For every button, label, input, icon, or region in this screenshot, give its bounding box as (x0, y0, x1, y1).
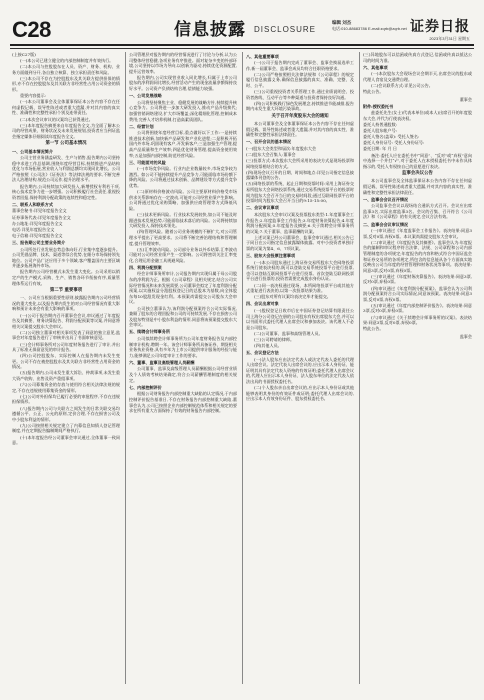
column-divider (125, 52, 126, 684)
column-divider (359, 52, 360, 684)
page-number: C28 (12, 17, 51, 42)
paragraph: (二)股东大会召集人:董事会 (246, 152, 296, 157)
paragraph: 委托人身份证号: 受托人身份证号: (363, 140, 425, 146)
paragraph: (二)公司严格按照相关法律法规和《公司章程》的规定履行信息披露义务,确保信息披露的真实、准确、完整、及时、公平。 (246, 71, 354, 88)
paragraph: (三)技术更新风险。行业技术发展较快,如公司不能及时跟进技术发展趋势,可能面临技术落后的风险。公司将持续加大研发投入,保持技术领先。 (129, 212, 237, 229)
paragraph: (二)审议通过《年度报告及其摘要》。监事会认为:年度报告的编制和审议程序符合法律、法规、公司章程和公司内部管理制度的各项规定;年度报告的内容和格式符合中国证监会和证券交易所的各项规定,所包含的信息能从各个方面真实地反映出公司当年度的经营管理和财务状况等事项。表决结果:同意3票,反对0票,弃权0票。 (363, 239, 472, 273)
masthead-rule-thin (10, 48, 474, 49)
paragraph: (四)公司控股股东、实际控制人在报告期内未发生变更。公司不存在被控股股东及其关联方非经营性占用资金的情况。 (12, 353, 120, 370)
section-heading: 三、可能面对的风险 (129, 159, 166, 165)
paragraph: 董事会 (459, 96, 472, 102)
paragraph: (五)汇率波动风险。公司部分业务以外币结算,汇率波动可能对公司经营业绩产生一定影响。公司将密切关注汇率变化,合理运用金融工具规避风险。 (129, 246, 237, 263)
section-heading: 六、其他事项 (363, 64, 388, 70)
text-column-3 (246, 52, 354, 684)
section-heading: 附件:授权委托书 (363, 103, 394, 109)
paragraph: 本次股东大会审议议案及投票股东类型:1.年度董事会工作报告;2.年度监事会工作报告;3.年度财务决算报告;4.年度利润分配预案;5.年度报告及摘要;6.关于续聘会计师事务所的议案;7.关于董事、监事薪酬的议案。 (246, 211, 354, 234)
paragraph: 委托人签名(盖章): 受托人签名: (363, 134, 420, 140)
contact-info: 电话:010-88683786 E-mail:zqrb@zqrb.net (332, 26, 407, 31)
paragraph: (一)公司于报告期内召开董事会会议,审议通过了年度报告及其摘要、财务决算报告、利润分配预案等议案,并同意将相关议案提交股东大会审议。 (12, 312, 120, 329)
section-heading: 第一节 公司基本情况 (45, 141, 87, 147)
paragraph: 报告期内,公司持续加大研发投入,新增授权专利若干项,核心技术竞争力进一步增强。公司积极履行社会责任,重视投资者回报,保持利润分配政策的连续性和稳定性。 (12, 183, 120, 200)
paragraph: (六)公司募集资金的存放与使用符合相关法律法规的规定,不存在违规使用募集资金的情形。 (12, 382, 120, 393)
paragraph: 报告期内,公司实现营业收入同比增长,归属于上市公司股东的净利润同比增长,经营活动产生的现金流量净额保持良好水平。公司资产负债结构合理,偿债能力较强。 (129, 74, 237, 92)
paragraph: 重要内容提示: (20, 93, 46, 99)
paragraph: (二)个人股东亲自出席会议的,应出示本人身份证或其他能够表明其身份的有效证件或证明;委托代理人出席会议的,应出示本人有效身份证件、股东授权委托书。 (246, 385, 354, 402)
paragraph: 证券事务代表:详见年度报告全文 (12, 214, 71, 220)
issue-date: 2023年3月31日 星期五 (429, 36, 470, 41)
paragraph: 办公地址:详见年度报告全文 (12, 220, 63, 226)
paragraph: 委托人持普通股数: (363, 122, 398, 128)
paragraph: 公司管理层对报告期内的经营情况进行了讨论与分析,认为公司整体经营稳健,各项业务有序推进。面对复杂多变的外部环境,公司坚持以市场为导向,以创新为驱动,持续优化资源配置,提升运营效率。 (129, 52, 237, 74)
section-heading: 二、监事会会议审议情况 (363, 221, 409, 227)
paragraph: 公司将坚持聚焦主业、稳健发展的战略方针,持续提升核心竞争力。公司将进一步加大研发投入,推动产品升级换代;加强营销网络建设,扩大市场覆盖;深化精细化管理,控制成本费用;完善人才培养机制,打造高素质团队。 (129, 99, 237, 122)
section-heading: 五、会议登记方法 (246, 350, 279, 356)
paragraph: (三)公司重视投资者关系管理工作,通过业绩说明会、投资者热线、互动平台等多种渠道与投资者保持良好沟通。 (246, 89, 354, 100)
section-heading: 二、会议审议事项 (246, 205, 279, 211)
paragraph: (一)法人股东应由法定代表人或法定代表人委托的代理人出席会议。法定代表人出席会议的,应出示本人身份证、能证明其具有法定代表人资格的有效证明;委托代理人出席会议的,代理人应出示本人身份证、法人股东单位的法定代表人依法出具的书面授权委托书。 (246, 356, 354, 385)
paragraph: (三)公司聘请的律师。 (254, 336, 295, 342)
paragraph: (二)原材料价格波动风险。公司主要原材料价格受市场供求关系影响存在一定波动,可能对公司经营业绩产生影响。公司将通过优化采购策略、加强供应商管理等方式降低风险。 (129, 189, 237, 211)
paragraph: 公司拟续聘会计师事务所为公司年度财务报告及内部控制审计机构,聘期一年。该会计师事务所具备证券、期货相关业务执业资格,具有多年为上市公司提供审计服务的经验与能力,能够满足公司年度审计工作的要求。 (129, 336, 237, 358)
column-divider (242, 52, 243, 684)
paragraph: 本公司董事会及全体董事保证本公告内容不存在任何虚假记载、误导性陈述或者重大遗漏,并对其内容的真实性、准确性和完整性承担法律责任。 (246, 121, 354, 138)
paragraph: (四)公司积极践行绿色发展理念,持续推进节能减排,报告期内未发生重大环境污染事故。 (246, 100, 354, 112)
section-heading: 关于召开年度股东大会的通知 (271, 113, 329, 119)
paragraph: (二)会议联系方式:详见公司公告。 (371, 82, 433, 88)
paragraph: 特此公告。 (363, 326, 384, 332)
paragraph: 公司将围绕年度经营目标,重点做好以下工作:一是持续推进技术创新,加快新产品研发和产业化进程;二是积极开拓国内外市场,巩固现有客户,开发新客户;三是加强生产管理,提高产品质量和生产效率;四是优化财务管理,提高资金使用效率;五是加强内部控制,防范经营风险。 (129, 130, 237, 158)
paragraph: (三)本公司不存在为控股股东及其关联方提供担保的情形,亦不存在控股股东及其关联方非经营性占用公司资金的情形。 (12, 75, 120, 93)
section-heading: 第二节 重要事项 (49, 288, 83, 294)
section-heading: 四、利润分配预案 (129, 264, 162, 270)
paragraph: 董事会秘书:详见年度报告全文 (12, 208, 67, 214)
section-heading: 七、内部控制评价 (129, 384, 162, 390)
paragraph: (二)本公司与控股股东在人员、资产、财务、机构、业务方面做到分开,各自独立核算、独立承担责任和风险。 (12, 64, 120, 75)
paragraph: (三)会计师事务所对公司年度财务报告进行了审计,并出具了标准无保留意见的审计报告。 (12, 341, 120, 353)
section-title-english: DISCLOSURE (254, 25, 317, 34)
paragraph: (十)本年度报告经公司董事会审议通过,全体董事一致同意。 (12, 434, 120, 446)
paragraph: (四)管理风险。随着公司业务规模的不断扩大,对公司管理水平提出了更高要求。公司将不断完善治理结构和管理制度,提升管理效率。 (129, 229, 237, 246)
section-heading: 三、报告期公司主要业务简介 (12, 239, 66, 245)
paragraph: (上接C27版) (12, 52, 36, 57)
paragraph: 委托日期: 年 月 日 (363, 146, 397, 152)
paragraph: (三)异地股东可以信函或传真方式登记,信函或传真以抵达公司的时间为准。 (363, 52, 472, 63)
paragraph: (一)本公司已建立健全的内部控制制度并有效执行。 (20, 58, 114, 64)
paragraph: (四)其他人员。 (254, 343, 282, 348)
paragraph: (二)同一表决权通过现场、本所网络投票平台或其他方式重复进行表决的,以第一次投票结果为准。 (246, 282, 354, 294)
section-heading: 一、召开会议的基本情况 (246, 139, 292, 145)
paragraph: (一)审议通过《年度监事会工作报告》。表决结果:同意3票,反对0票,弃权0票。本议案尚需提交股东大会审议。 (363, 228, 472, 239)
masthead-rule (10, 44, 474, 46)
section-title: 信息披露 (174, 20, 246, 40)
text-column-1 (12, 52, 120, 684)
section-heading: 三、股东大会投票注意事项 (246, 253, 296, 259)
paragraph: 报告期内公司经营模式未发生重大变化。公司采用以销定产的生产模式,采购、生产、销售各环节衔接有序,质量管理体系运行有效。 (12, 269, 120, 286)
section-heading: 二、联系人和联系方式 (12, 201, 53, 207)
newspaper-logo: 证券日报 (410, 19, 470, 35)
section-heading: 四、会议出席对象 (246, 301, 279, 307)
paragraph: (二)公司独立董事对相关事项发表了同意的独立意见,监事会对年度报告进行了审核并出具了书面审核意见。 (12, 329, 120, 341)
paragraph: (三)审议通过《年度财务决算报告》。表决结果:同意3票,反对0票,弃权0票。 (363, 273, 472, 285)
paragraph: (一)市场竞争风险。行业内企业数量较多,市场竞争较为激烈。如公司不能持续提升产品竞争力,可能面临市场份额下降的风险。公司将通过技术创新、品牌建设等方式提升竞争优势。 (129, 166, 237, 189)
paragraph: (四)审议通过《年度利润分配预案》。监事会认为公司利润分配预案符合公司实际情况,同意该预案。表决结果:同意3票,反对0票,弃权0票。 (363, 285, 472, 302)
section-heading: 六、董事、监事及高级管理人员薪酬 (129, 359, 195, 365)
masthead (10, 18, 474, 44)
paragraph: (一)本公司董事会及全体董事保证本公告内容不存在任何虚假记载、误导性陈述或者重大遗漏,并对其内容的真实性、准确性和完整性承担个别及连带责任。 (12, 99, 120, 116)
paragraph: 公司主营业务涵盖研发、生产与销售,报告期内公司坚持稳中求进工作总基调,围绕年度经营目标,持续推进产品结构优化与市场拓展,营业收入与利润总额均实现同比增长。公司严格按照《公司法》《证券法》等法律法规的要求,不断完善法人治理结构,规范公司运作,提升治理水平。 (12, 155, 120, 183)
text-column-4 (363, 52, 472, 684)
paragraph: (九)公司按照相关规定建立了内幕信息知情人登记管理制度,并在定期报告编制期间严格执行。 (12, 422, 120, 434)
section-heading: 一、公司基本情况简介 (12, 148, 53, 154)
paragraph: (一)公司于报告期内完成了董事会、监事会换届选举工作,新一届董事会、监事会成员均符合任职资格要求。 (246, 60, 354, 71)
paragraph: (一)股东大会类型和届次:年度股东大会 (246, 145, 317, 151)
paragraph: (五)网络投票的系统、起止日期和投票时间:采用上海证券交易所股东大会网络投票系统,通过交易系统投票平台的投票时间为股东大会召开当日的交易时间段;通过互联网投票平台的投票时间为股东大会召开当日的9:15-15:00。 (246, 181, 354, 204)
paragraph: (八)报告期内公司与关联方之间发生的日常关联交易均遵循公平、公正、公允的原则,定价合理,不存在损害公司及中小股东利益的情形。 (12, 405, 120, 422)
paragraph: 公司董事、监事及高级管理人员薪酬根据公司经营业绩及个人绩效考核结果确定,符合公司薪酬管理制度的相关规定。 (129, 366, 237, 383)
paragraph: (六)审议通过《关于续聘会计师事务所的议案》。表决结果:同意3票,反对0票,弃权0票。 (363, 314, 472, 326)
paragraph: 备注:委托人应在委托书中“同意”、“反对”或“弃权”意向中选择一个并打“√”,对于委托人在本授权委托书中未作具体指示的,受托人有权按自己的意愿进行表决。 (363, 152, 472, 169)
paragraph: 公司所处行业发展态势总体向好,行业集中度逐步提升。公司凭借品牌、技术、渠道等综合优势,在细分市场保持领先地位。公司产品广泛应用于多个领域,客户覆盖国内主要区域并逐步拓展海外市场。 (12, 246, 120, 269)
paragraph: 兹委托先生(女士)代表本单位(或本人)出席召开的年度股东大会,并代为行使表决权。 (363, 110, 472, 121)
section-heading: 一、公司发展战略 (129, 93, 162, 99)
paragraph: 电子信箱:详见年度报告全文 (12, 232, 63, 238)
paragraph: 监事会 (459, 333, 472, 339)
paragraph: 电话:详见年度报告全文 (12, 226, 55, 232)
paragraph: 特此公告。 (363, 89, 384, 95)
paragraph: 委托人股东帐户号: (363, 128, 398, 134)
paragraph: (一)本公司股东通过上海证券交易所股东大会网络投票系统行使表决权的,既可以登陆交易系统投票平台进行投票,也可以登陆互联网投票平台进行投票。首次登陆互联网投票平台进行投票的,投资者需要完成股东身份认证。 (246, 259, 354, 282)
paragraph: 公司独立董事认为,该利润分配预案符合公司实际情况,兼顾了股东的合理回报和公司的可持续发展,不存在损害公司及股东特别是中小股东利益的情形,同意将该预案提交股东大会审议。 (129, 305, 237, 328)
text-column-2 (129, 52, 237, 684)
section-heading: 五、续聘会计师事务所 (129, 329, 170, 335)
paragraph: (四)现场会议召开的日期、时间和地点:详见公司指定信息披露媒体刊登的公告。 (246, 169, 354, 181)
section-heading: 监事会决议公告 (402, 171, 433, 177)
section-heading: 八、其他重要事项 (246, 53, 279, 59)
editor: 编辑 刘杰 (332, 20, 352, 25)
paragraph: 本公司监事会及全体监事保证本公告内容不存在任何虚假记载、误导性陈述或者重大遗漏,并对其内容的真实性、准确性和完整性承担法律责任。 (363, 178, 472, 195)
paragraph: (三)本年度报告摘要来自年度报告全文,为全面了解本公司的经营成果、财务状况及未来发展规划,投资者应当到证监会指定媒体仔细阅读年度报告全文。 (12, 122, 120, 139)
paragraph: (三)股东对所有议案均表决完毕才能提交。 (254, 294, 331, 300)
section-heading: 一、监事会会议召开情况 (363, 196, 409, 202)
paragraph: (五)审议通过《年度内部控制评价报告》。表决结果:同意3票,反对0票,弃权0票。 (363, 302, 472, 314)
paragraph: (一)本次股东大会现场会议会期半天,出席会议的股东或代理人食宿及交通费自理。 (363, 71, 472, 82)
paragraph: 经会计师事务所审计,公司报告期内实现归属于母公司股东的净利润为正。根据《公司章程》及相关规定,结合公司实际经营情况和未来发展需要,公司董事会拟定了年度利润分配预案,以实施权益分派股权登记日的总股本为基数,向全体股东每10股派发现金红利。本预案尚需提交公司股东大会审议。 (129, 271, 237, 305)
paragraph: (七)公司对外担保均已履行必要的审批程序,不存在违规担保情形。 (12, 393, 120, 405)
paragraph: (五)报告期内,公司未发生重大诉讼、仲裁事项,未发生重大资产收购、出售及资产重组事项。 (12, 370, 120, 382)
paragraph: (三)投票方式:本次股东大会所采用的表决方式是现场投票和网络投票相结合的方式。 (246, 158, 354, 169)
paragraph: 公司监事会会议以现场结合通讯方式召开。会议应出席监事3名,实际出席监事3名。会议的召集、召开符合《公司法》和《公司章程》的有关规定,会议合法有效。 (363, 203, 472, 220)
paragraph: (一)股权登记日收市后在中国证券登记结算有限责任公司上海分公司登记在册的公司股东有权出席股东大会,并可以以书面形式委托代理人出席会议和参加表决。该代理人不必是公司股东。 (246, 307, 354, 330)
section-heading: 二、经营计划 (129, 123, 154, 129)
paragraph: 根据公司财务报告内部控制重大缺陷的认定情况,于内部控制评价报告基准日,不存在财务报告内部控制重大缺陷,董事会认为,公司已按照企业内部控制规范体系和相关规定的要求在所有重大方面保持了有效的财务报告内部控制。 (129, 391, 237, 414)
paragraph: 上述议案已经公司董事会、监事会审议通过,相关公告已于同日在公司指定信息披露媒体披露。对中小投资者单独计票的议案为第4、6、7项议案。 (246, 234, 354, 251)
paragraph: 一、公司应当根据重要性原则,披露报告期内公司经营情况的重大变化,以及报告期内发生的对公司经营情况有重大影响和预计未来会有重大影响的事项。 (12, 295, 120, 312)
paragraph: (二)本次会议审议的议案均已获得通过。 (20, 116, 93, 122)
paragraph: (二)公司董事、监事和高级管理人员。 (254, 330, 323, 336)
